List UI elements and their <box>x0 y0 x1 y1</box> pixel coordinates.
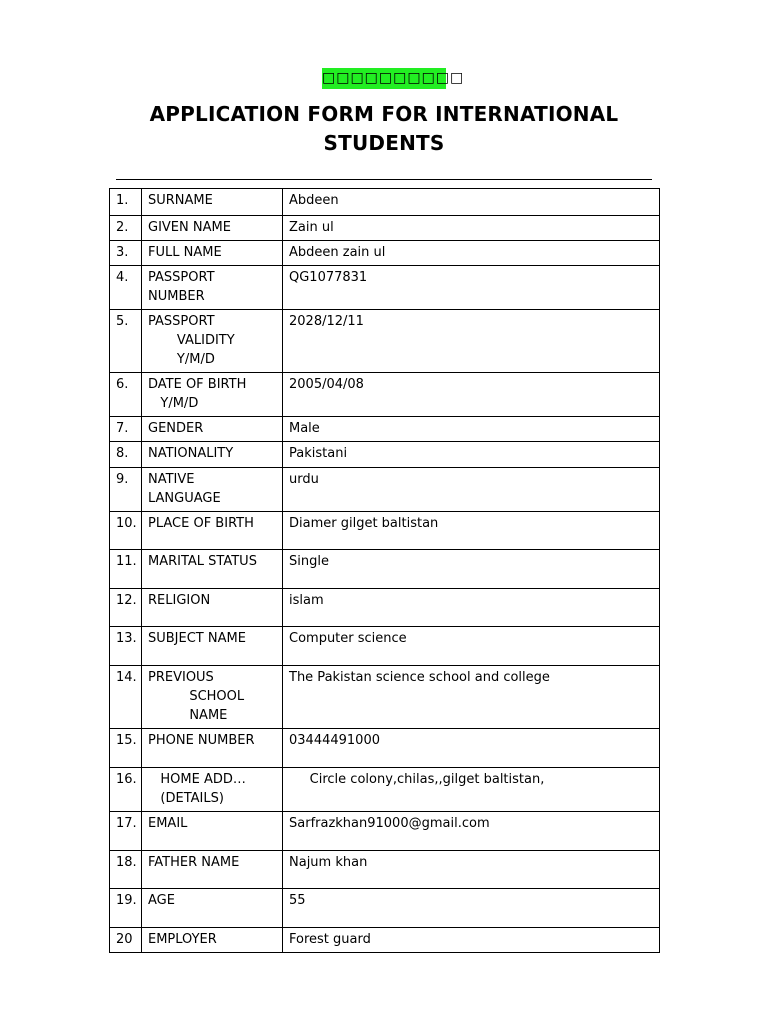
field-value: 2005/04/08 <box>283 373 660 417</box>
highlighted-heading: □□□□□□□□□□ <box>322 68 446 89</box>
field-label-line: SCHOOL <box>148 689 245 704</box>
form-row <box>110 589 660 627</box>
field-label-line: PASSPORT <box>148 314 215 329</box>
row-number: 9. <box>110 468 142 512</box>
field-label <box>142 550 283 589</box>
field-value: Male <box>283 417 660 442</box>
field-label <box>142 812 283 851</box>
title-divider <box>116 179 652 180</box>
form-row <box>110 417 660 442</box>
form-row <box>110 928 660 953</box>
field-label-line: HOME ADD… <box>148 772 246 787</box>
field-label <box>142 589 283 627</box>
form-row <box>110 468 660 512</box>
row-number: 5. <box>110 310 142 373</box>
row-number: 13. <box>110 627 142 666</box>
row-number: 4. <box>110 266 142 310</box>
form-row <box>110 550 660 589</box>
form-row <box>110 512 660 550</box>
field-value: Circle colony,chilas,,gilget baltistan, <box>283 768 660 812</box>
row-number: 14. <box>110 666 142 729</box>
field-label-line: (DETAILS) <box>148 791 224 806</box>
field-label-line: RELIGION <box>148 593 211 608</box>
field-label <box>142 189 283 216</box>
form-row <box>110 189 660 216</box>
form-row <box>110 812 660 851</box>
field-label-line: AGE <box>148 893 175 908</box>
form-row <box>110 666 660 729</box>
field-label <box>142 729 283 768</box>
row-number: 2. <box>110 216 142 241</box>
field-label-line: NUMBER <box>148 289 205 304</box>
row-number: 11. <box>110 550 142 589</box>
field-value: Abdeen <box>283 189 660 216</box>
field-label <box>142 768 283 812</box>
application-form-table <box>109 188 660 953</box>
field-label <box>142 241 283 266</box>
field-value: 2028/12/11 <box>283 310 660 373</box>
field-value: Forest guard <box>283 928 660 953</box>
row-number: 10. <box>110 512 142 550</box>
field-label <box>142 373 283 417</box>
form-row <box>110 216 660 241</box>
field-label <box>142 512 283 550</box>
field-label-line: MARITAL STATUS <box>148 554 257 569</box>
row-number: 6. <box>110 373 142 417</box>
field-label-line: GIVEN NAME <box>148 220 231 235</box>
field-value: 03444491000 <box>283 729 660 768</box>
field-value: Zain ul <box>283 216 660 241</box>
field-value: Najum khan <box>283 851 660 889</box>
field-label-line: Y/M/D <box>148 396 199 411</box>
form-row <box>110 266 660 310</box>
field-label <box>142 468 283 512</box>
field-value: Diamer gilget baltistan <box>283 512 660 550</box>
field-label <box>142 216 283 241</box>
row-number: 7. <box>110 417 142 442</box>
field-label-line: GENDER <box>148 421 204 436</box>
row-number: 8. <box>110 442 142 468</box>
field-label <box>142 666 283 729</box>
field-value: The Pakistan science school and college <box>283 666 660 729</box>
field-label <box>142 627 283 666</box>
form-row <box>110 768 660 812</box>
field-label-line: NATIONALITY <box>148 446 234 461</box>
field-label-line: FATHER NAME <box>148 855 240 870</box>
form-row <box>110 627 660 666</box>
field-value: islam <box>283 589 660 627</box>
row-number: 17. <box>110 812 142 851</box>
field-value: 55 <box>283 889 660 928</box>
field-label-line: FULL NAME <box>148 245 222 260</box>
field-label-line: PLACE OF BIRTH <box>148 516 254 531</box>
field-label-line: SUBJECT NAME <box>148 631 246 646</box>
field-label-line: PREVIOUS <box>148 670 214 685</box>
field-value: QG1077831 <box>283 266 660 310</box>
row-number: 3. <box>110 241 142 266</box>
form-table-body <box>110 189 660 953</box>
form-row <box>110 889 660 928</box>
field-label-line: EMPLOYER <box>148 932 217 947</box>
row-number: 1. <box>110 189 142 216</box>
form-row <box>110 373 660 417</box>
row-number: 15. <box>110 729 142 768</box>
page-title: APPLICATION FORM FOR INTERNATIONAL STUDENTS <box>149 102 619 155</box>
row-number: 20 <box>110 928 142 953</box>
field-value: Computer science <box>283 627 660 666</box>
field-value: Single <box>283 550 660 589</box>
field-label-line: PASSPORT <box>148 270 215 285</box>
form-row <box>110 729 660 768</box>
form-row <box>110 851 660 889</box>
field-label <box>142 266 283 310</box>
field-label-line: DATE OF BIRTH <box>148 377 247 392</box>
row-number: 12. <box>110 589 142 627</box>
field-label-line: PHONE NUMBER <box>148 733 255 748</box>
field-label-line: NAME <box>148 708 228 723</box>
field-label-line: SURNAME <box>148 193 213 208</box>
row-number: 18. <box>110 851 142 889</box>
field-value: urdu <box>283 468 660 512</box>
field-value: Abdeen zain ul <box>283 241 660 266</box>
field-label-line: VALIDITY <box>148 333 235 348</box>
field-label <box>142 851 283 889</box>
field-label-line: EMAIL <box>148 816 188 831</box>
row-number: 19. <box>110 889 142 928</box>
field-label <box>142 417 283 442</box>
form-row <box>110 442 660 468</box>
field-label <box>142 442 283 468</box>
field-label-line: Y/M/D <box>148 352 215 367</box>
field-label <box>142 889 283 928</box>
form-row <box>110 310 660 373</box>
field-label-line: LANGUAGE <box>148 491 221 506</box>
field-value: Pakistani <box>283 442 660 468</box>
row-number: 16. <box>110 768 142 812</box>
field-label <box>142 928 283 953</box>
field-label <box>142 310 283 373</box>
form-row <box>110 241 660 266</box>
field-label-line: NATIVE <box>148 472 195 487</box>
field-value: Sarfrazkhan91000@gmail.com <box>283 812 660 851</box>
